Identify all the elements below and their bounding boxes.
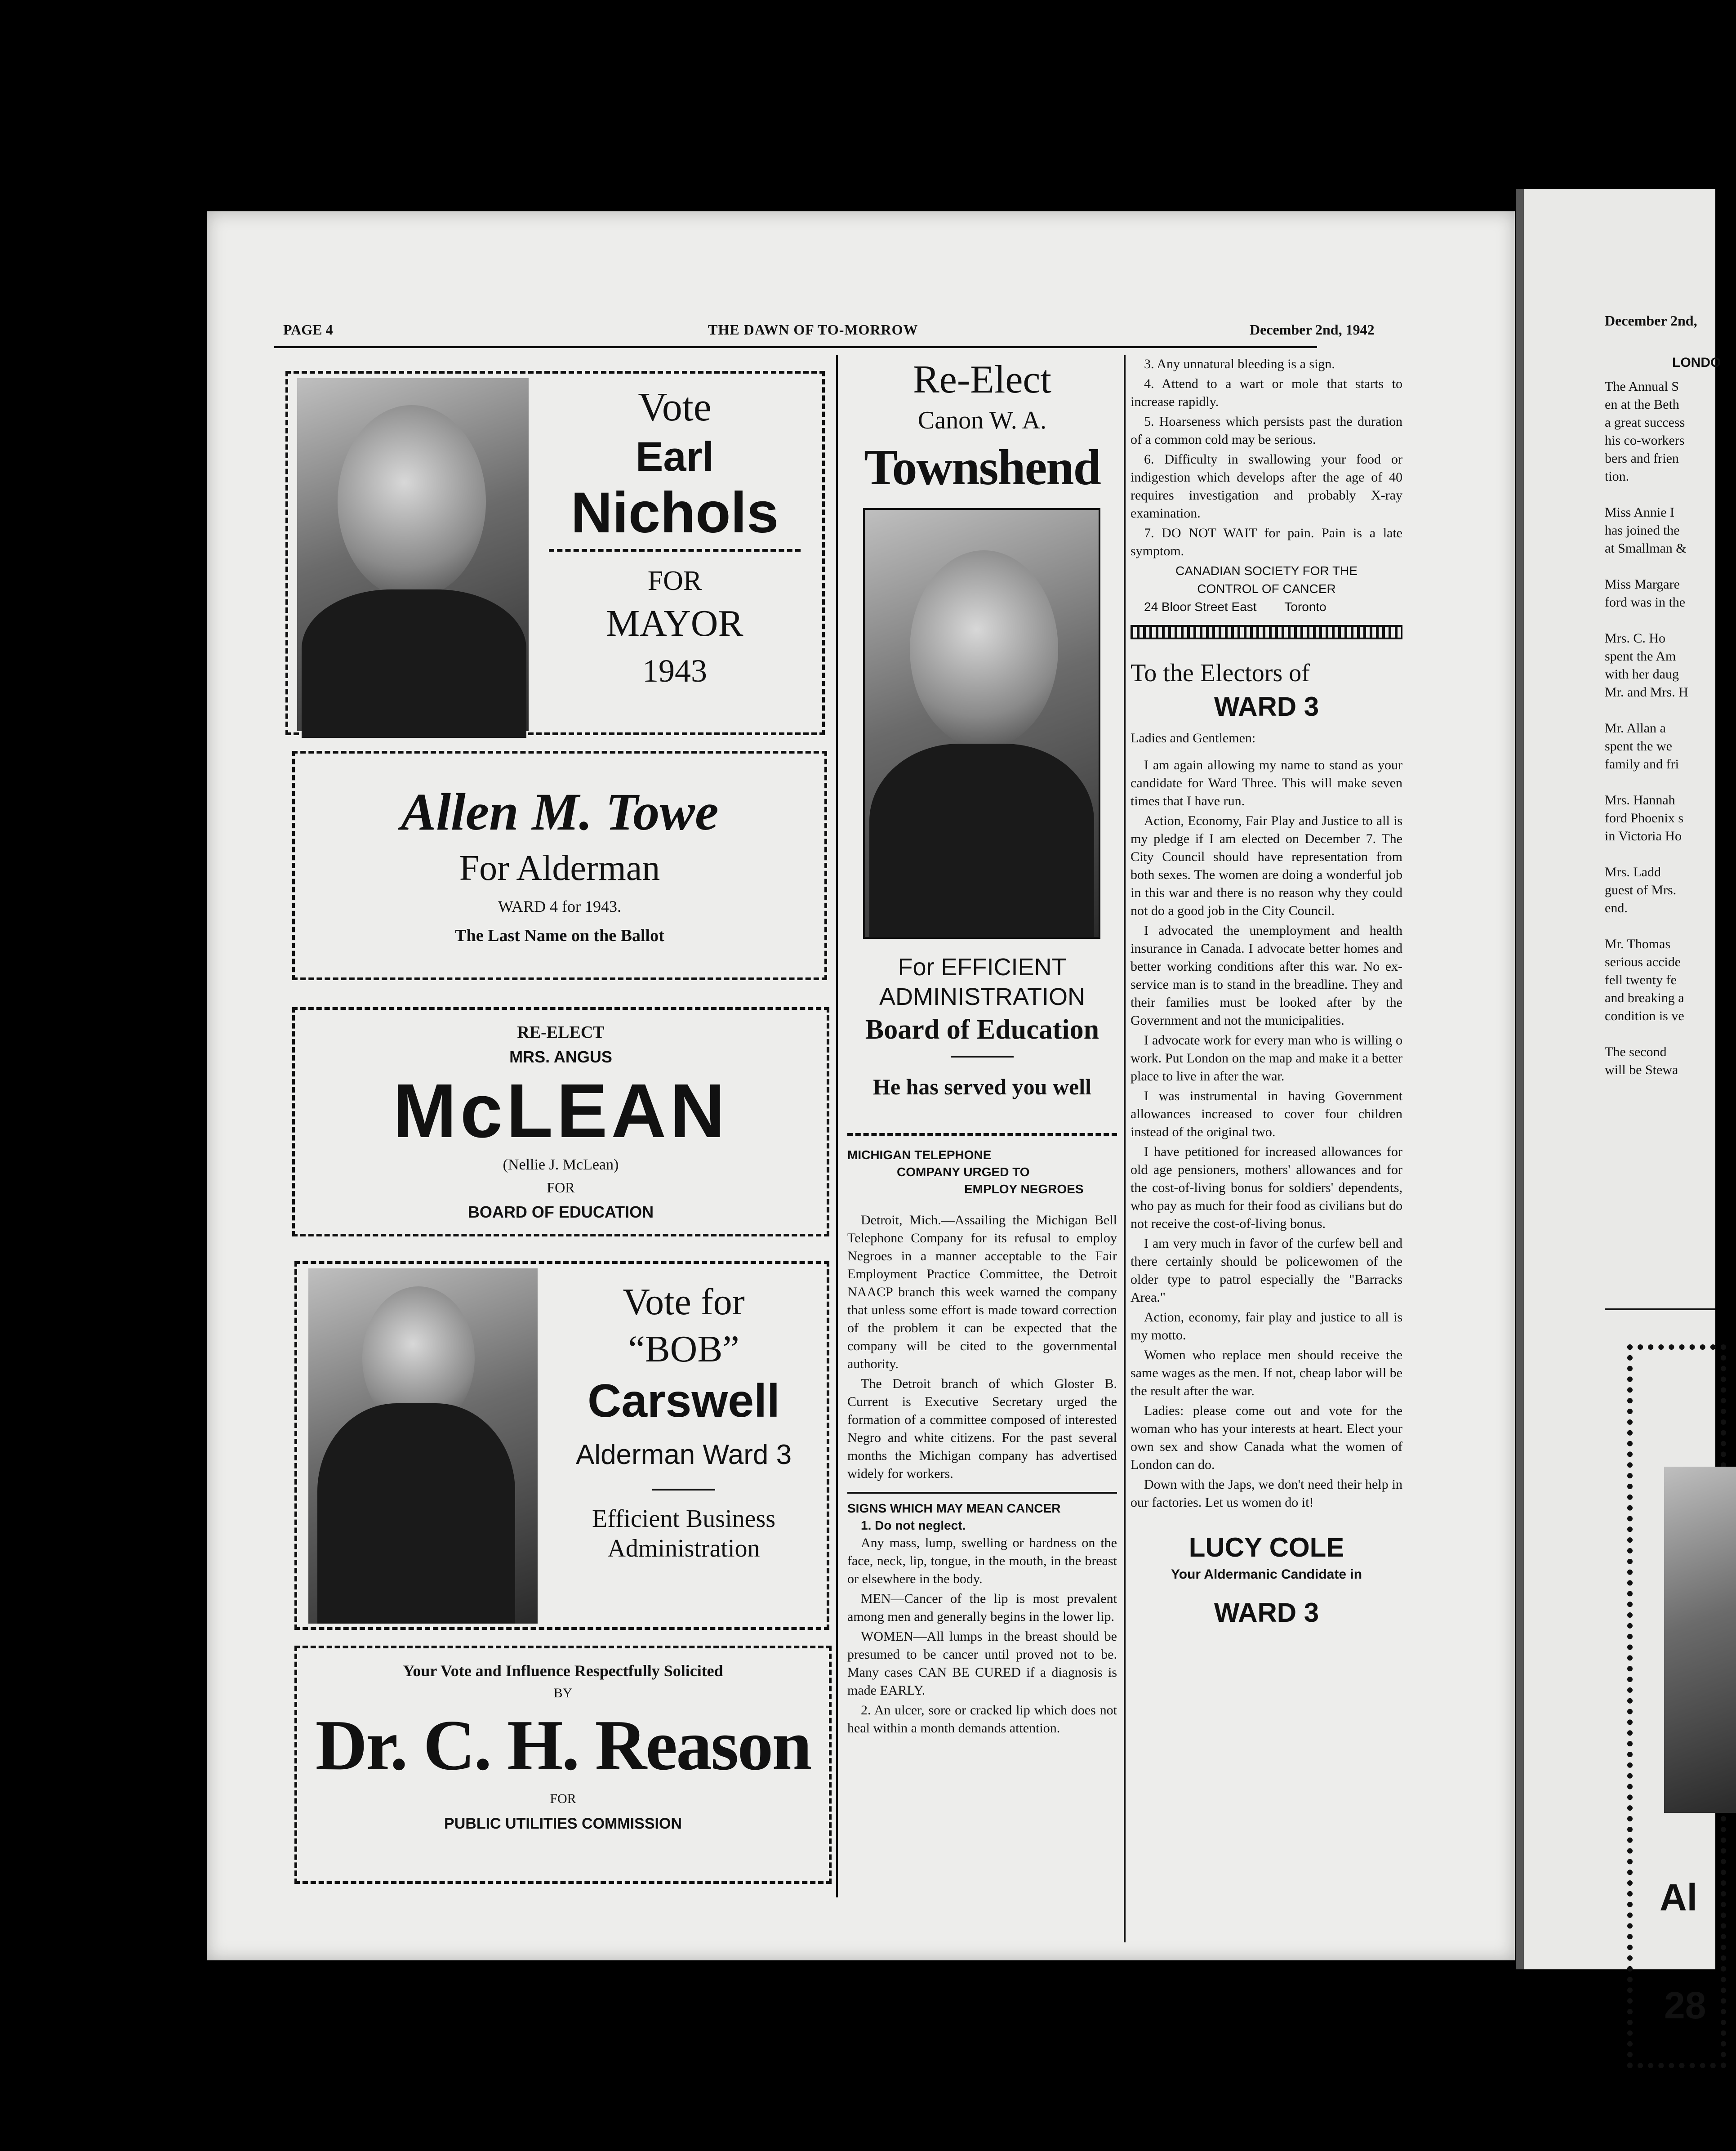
next-page-line: guest of Mrs. (1605, 883, 1677, 897)
cancer-paragraph-6: 4. Attend to a wart or mole that starts to increase rapidly. (1131, 376, 1402, 409)
towe-note: The Last Name on the Ballot (455, 926, 664, 945)
townshend-canon: Canon W. A. (917, 406, 1047, 434)
header-rule-right (571, 346, 1317, 348)
cancer-rule (847, 1492, 1117, 1494)
page-number: PAGE 4 (283, 321, 333, 338)
ornamental-rule (1131, 625, 1402, 639)
photo-townshend (863, 508, 1100, 939)
townshend-name: Townshend (864, 440, 1100, 495)
ad-dr-reason (294, 1646, 832, 1884)
next-page-line: at Smallman & (1605, 541, 1687, 556)
column-separator-1 (836, 355, 838, 1897)
ad-townshend (845, 355, 1119, 1102)
ad-earl-nichols (285, 371, 825, 735)
cole-subtitle: Your Aldermanic Candidate in (1171, 1567, 1362, 1582)
reason-solicit: Your Vote and Influence Respectfully Solicited (403, 1662, 723, 1680)
nichols-vote: Vote (638, 385, 712, 429)
cancer-paragraph-8: 6. Difficulty in swallowing your food or indigestion which develops after the age of 40 requires investigation and probably X-ray examination. (1131, 452, 1402, 521)
michigan-paragraph-1: Detroit, Mich.—Assailing the Michigan Bell Telephone Company for its refusal to employ Negroes in a manner acceptable to the Fair Employment Practice Committee, the Detroit NAACP branch this week warned the company that unless some effort is made toward correction of the problem it can be expected that the company will be cited to the governmental authority. (847, 1213, 1117, 1371)
next-page-ad-text-2: 28 (1664, 1984, 1706, 2026)
next-page-line: spent the Am (1605, 649, 1676, 664)
cole-paragraph-3: I advocated the unemployment and health insurance in Canada. I advocate better homes and better working conditions after this war. No ex-service man is to stand in the breadline. They and their families must be looked after by the Government and not the municipalities. (1131, 923, 1402, 1028)
michigan-paragraph-2: The Detroit branch of which Gloster B. Current is Executive Secretary urged the formation of a committee composed of interested Negro and white citizens. For the past several months the Michigan company has advertised widely for workers. (847, 1376, 1117, 1481)
next-page-line: will be Stewa (1605, 1062, 1678, 1077)
next-page-line: Mrs. Hannah (1605, 793, 1675, 808)
nichols-last-name: Nichols (549, 482, 801, 552)
cancer-signature-3: 24 Bloor Street East Toronto (1144, 600, 1326, 614)
next-page-line (1605, 1025, 1715, 1043)
next-page-fragment (1524, 189, 1721, 2026)
towe-ward: WARD 4 for 1943. (498, 897, 621, 915)
next-page-line (1605, 917, 1715, 935)
column-right-text (1131, 355, 1402, 1633)
cancer-paragraph-4: 2. An ulcer, sore or cracked lip which does not heal within a month demands attention. (847, 1703, 1117, 1736)
next-page-line: bers and frien (1605, 451, 1679, 466)
next-page-line: ford Phoenix s (1605, 811, 1683, 826)
ad-allen-towe (292, 751, 827, 980)
cancer-paragraph-9: 7. DO NOT WAIT for pain. Pain is a late symptom. (1131, 526, 1402, 558)
mclean-board: BOARD OF EDUCATION (467, 1203, 654, 1221)
michigan-title-1: MICHIGAN TELEPHONE (847, 1148, 992, 1162)
cancer-paragraph-5: 3. Any unnatural bleeding is a sign. (1144, 357, 1335, 371)
cole-paragraph-4: I advocate work for every man who is willing o work. Put London on the map and make it a better place to live in after the war. (1131, 1033, 1402, 1084)
column-separator-2 (1124, 355, 1126, 1942)
townshend-slogan: He has served you well (872, 1074, 1092, 1099)
next-page-line: has joined the (1605, 523, 1680, 538)
cancer-title: SIGNS WHICH MAY MEAN CANCER (847, 1501, 1061, 1515)
photo-bob-carswell (308, 1268, 538, 1624)
townshend-divider (951, 1056, 1014, 1058)
mclean-for: FOR (547, 1179, 575, 1196)
next-page-line: in Victoria Ho (1605, 829, 1682, 843)
ad-mclean (292, 1007, 829, 1236)
nichols-mayor: MAYOR (606, 602, 743, 644)
cole-paragraph-2: Action, Economy, Fair Play and Justice to all is my pledge if I am elected on December 7. The City Council should have representation from both sexes. The women are doing a wonderful job in this war and there is no reason why they could not do a good job in the City Council. (1131, 813, 1402, 918)
reason-name: Dr. C. H. Reason (315, 1705, 811, 1785)
next-page-line: his co-workers (1605, 433, 1685, 448)
cancer-paragraph-1: Any mass, lump, swelling or hardness on the face, neck, lip, tongue, in the mouth, in the breast or elsewhere in the body. (847, 1535, 1117, 1586)
cancer-paragraph-7: 5. Hoarseness which persists past the duration of a common cold may be serious. (1131, 414, 1402, 447)
cole-paragraph-5: I was instrumental in having Government allowances increased to cover four children instead of the original two. (1131, 1089, 1402, 1139)
cancer-signature-1: CANADIAN SOCIETY FOR THE (1175, 564, 1358, 578)
next-page-line: Mrs. C. Ho (1605, 631, 1666, 646)
cole-ward: WARD 3 (1214, 1598, 1319, 1628)
towe-name: Allen M. Towe (401, 782, 719, 841)
next-page-line: en at the Beth (1605, 397, 1679, 412)
carswell-ward: Alderman Ward 3 (575, 1439, 792, 1470)
cole-signature: LUCY COLE (1188, 1532, 1344, 1562)
newspaper-page (207, 211, 1515, 1960)
next-page-line: spent the we (1605, 739, 1672, 754)
next-page-line (1605, 611, 1715, 629)
reason-commission: PUBLIC UTILITIES COMMISSION (444, 1815, 682, 1832)
reason-for: FOR (550, 1791, 576, 1806)
carswell-bob: “BOB” (628, 1328, 739, 1370)
next-page-line: with her daug (1605, 667, 1679, 682)
next-page-line: The second (1605, 1044, 1667, 1059)
next-page-line (1605, 486, 1715, 504)
mclean-nellie: (Nellie J. McLean) (503, 1156, 619, 1173)
mclean-mrs: MRS. ANGUS (509, 1048, 612, 1066)
cancer-paragraph-3: WOMEN—All lumps in the breast should be presumed to be cancer until proved not to be. Many cases CAN BE CURED if a diagnosis is made EARLY. (847, 1629, 1117, 1698)
nichols-first-name: Earl (636, 434, 714, 480)
next-page-line: Miss Margare (1605, 577, 1680, 592)
towe-office: For Alderman (459, 848, 660, 888)
page-gutter (1516, 189, 1525, 1969)
next-page-line: end. (1605, 901, 1628, 915)
next-page-line (1605, 558, 1715, 576)
next-page-line: and breaking a (1605, 991, 1684, 1005)
cole-paragraph-11: Down with the Japs, we don't need their help in our factories. Let us women do it! (1131, 1477, 1402, 1510)
issue-date: December 2nd, 1942 (1250, 321, 1375, 338)
next-page-line: Mr. Allan a (1605, 721, 1666, 736)
townshend-board: Board of Education (865, 1014, 1099, 1045)
next-page-line: condition is ve (1605, 1009, 1684, 1023)
carswell-slogan-2: Administration (607, 1535, 760, 1562)
next-page-ad-box (1627, 1344, 1726, 2068)
newspaper-title: THE DAWN OF TO-MORROW (708, 321, 918, 338)
reason-by: BY (553, 1686, 573, 1700)
cole-paragraph-8: Action, economy, fair play and justice to all is my motto. (1131, 1310, 1402, 1343)
cole-paragraph-9: Women who replace men should receive the same wages as the men. If not, cheap labor will be the result after the war. (1131, 1348, 1402, 1398)
column-middle-text (847, 1147, 1117, 1739)
next-page-line: Mrs. Ladd (1605, 865, 1661, 879)
nichols-year: 1943 (642, 653, 707, 689)
next-page-photo (1664, 1467, 1736, 1813)
next-page-ad-text-1: Al (1660, 1876, 1697, 1919)
mclean-name: McLEAN (393, 1068, 729, 1154)
carswell-slogan-1: Efficient Business (592, 1505, 776, 1533)
next-page-line: Miss Annie I (1605, 505, 1675, 520)
cole-paragraph-10: Ladies: please come out and vote for the woman who has your interests at heart. Elect your own sex and show Canada what the women of London can do. (1131, 1403, 1402, 1472)
cancer-item-1: 1. Do not neglect. (861, 1518, 966, 1532)
next-page-line (1605, 773, 1715, 791)
townshend-admin: ADMINISTRATION (879, 983, 1085, 1010)
next-page-line: a great success (1605, 415, 1685, 430)
cole-paragraph-1: I am again allowing my name to stand as your candidate for Ward Three. This will make seven times that I have run. (1131, 758, 1402, 808)
cole-title-1: To the Electors of (1131, 659, 1310, 687)
next-page-date: December 2nd, (1605, 312, 1697, 329)
townshend-reelect: Re-Elect (913, 358, 1051, 402)
michigan-title-2: COMPANY URGED TO (897, 1165, 1030, 1179)
next-page-line: family and fri (1605, 757, 1679, 772)
next-page-line (1605, 701, 1715, 719)
next-page-heading: LONDO (1672, 355, 1721, 370)
mclean-reelect: RE-ELECT (517, 1023, 605, 1042)
next-page-text (1605, 378, 1715, 1079)
next-page-line: Mr. Thomas (1605, 937, 1671, 951)
nichols-for: FOR (647, 566, 702, 596)
next-page-line: fell twenty fe (1605, 973, 1677, 987)
next-page-line: tion. (1605, 469, 1629, 484)
ad-bob-carswell (294, 1261, 829, 1630)
cole-paragraph-6: I have petitioned for increased allowances for old age pensioners, mothers' allowances and for the cost-of-living bonus for soldiers' dependents, who pay as much for their food as civilians but do not receive the cost-of-living bonus. (1131, 1144, 1402, 1231)
next-page-rule (1605, 1308, 1715, 1310)
carswell-divider (652, 1489, 715, 1491)
townshend-for: For EFFICIENT (898, 954, 1067, 981)
michigan-title-3: EMPLOY NEGROES (964, 1182, 1084, 1196)
photo-earl-nichols (297, 378, 529, 731)
carswell-vote-for: Vote for (623, 1281, 745, 1323)
cole-paragraph-7: I am very much in favor of the curfew bell and there certainly should be policewomen of the older type to patrol especially the "Barracks Area." (1131, 1236, 1402, 1305)
next-page-line: serious accide (1605, 955, 1681, 969)
cole-title-2: WARD 3 (1214, 692, 1319, 722)
carswell-name: Carswell (588, 1375, 780, 1427)
next-page-line: ford was in the (1605, 595, 1686, 610)
next-page-line: Mr. and Mrs. H (1605, 685, 1688, 700)
cancer-paragraph-2: MEN—Cancer of the lip is most prevalent among men and generally begins in the lower lip. (847, 1591, 1117, 1624)
next-page-line (1605, 845, 1715, 863)
townshend-dashed-rule (847, 1133, 1117, 1136)
cancer-signature-2: CONTROL OF CANCER (1197, 582, 1336, 596)
next-page-line: The Annual S (1605, 379, 1679, 394)
cole-salutation: Ladies and Gentlemen: (1131, 731, 1256, 745)
